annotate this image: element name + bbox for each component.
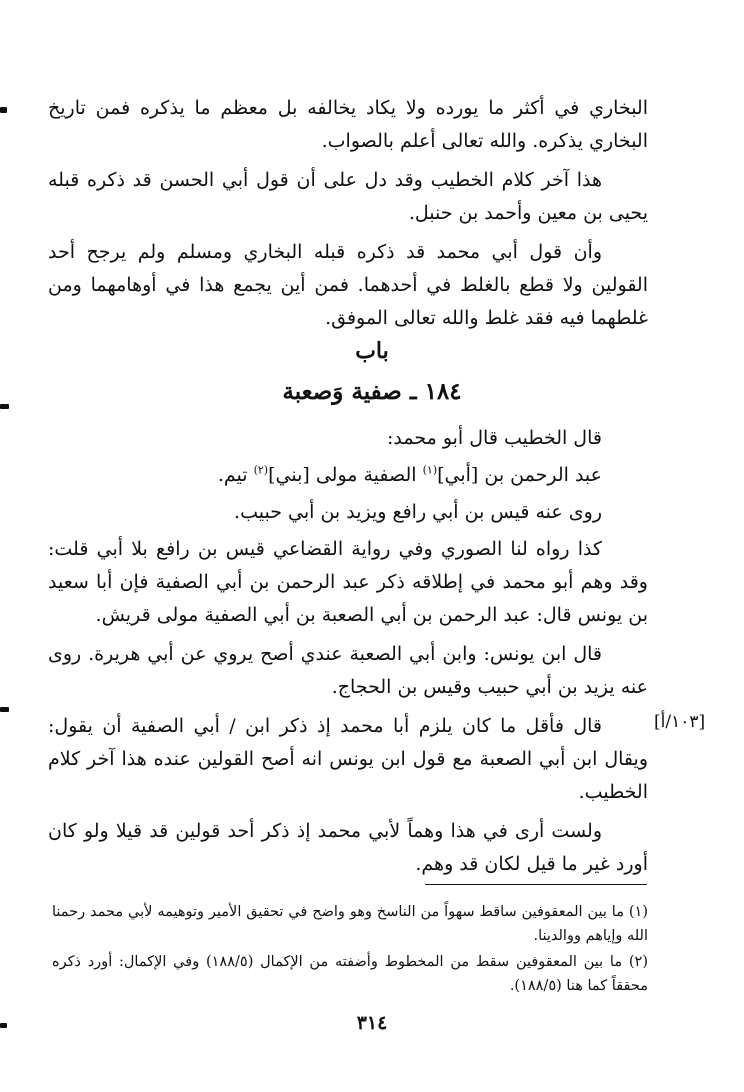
top-paragraphs (48, 92, 648, 335)
footnote-ref-1: (١) (422, 463, 438, 477)
paragraph-qal: قال فأقل ما كان يلزم أبا محمد إذ ذكر ابن / أبي الصفية أن يقول: ويقال ابن أبي الصعبة مع قول ابن يونس انه أصح القولين عنده هذا آخر كلام الخطيب. (48, 715, 648, 803)
paragraph-ibn-yunus: قال ابن يونس: وابن أبي الصعبة عندي أصح يروي عن أبي هريرة. روى عنه يزيد بن أبي حبيب وقيس بن الحجاج. (48, 643, 648, 698)
entry-name-part: تيم. (217, 464, 254, 486)
paragraph-abu-muhammad: وأن قول أبي محمد قد ذكره قبله البخاري ومسلم ولم يرجح أحد القولين ولا قطع بالغلط في أحدهما. فمن أين يجمع هذا في أوهامهما ومن غلطهما فيه فقد غلط والله تعالى الموفق. (48, 241, 648, 329)
entry-name-part: الصفية مولى [بني] (268, 464, 423, 486)
paragraph-kadha: كذا رواه لنا الصوري وفي رواية القضاعي قيس بن رافع بلا أبي قلت: وقد وهم أبو محمد في إطلاقه ذكر عبد الرحمن بن أبي الصفية فإن أبا سعيد بن يونس قال: عبد الرحمن بن أبي الصعبة بن أبي الصفية مولى قريش. (48, 538, 648, 626)
footnote-2: (٢) ما بين المعقوفين سقط من المخطوط وأضفته من الإكمال (١٨٨/٥) وفي الإكمال: أورد ذكره محققاً كما هنا (١٨٨/٥). (52, 954, 649, 994)
scan-edge-mark (0, 107, 7, 113)
footnotes (52, 900, 648, 1000)
paragraph-khatib-end: هذا آخر كلام الخطيب وقد دل على أن قول أبي الحسن قد ذكره قبله يحيى بن معين وأحمد بن حنبل. (48, 169, 648, 224)
scan-edge-mark (0, 707, 9, 712)
main-paragraphs (48, 422, 648, 881)
page-number: ٣١٤ (356, 1012, 388, 1034)
section-title: ١٨٤ ـ صفية وَصعبة (282, 378, 462, 405)
paragraph-entry-name (48, 459, 648, 492)
paragraph-narrators: روى عنه قيس بن أبي رافع ويزيد بن أبي حبيب. (234, 501, 602, 523)
bab-heading: باب (355, 338, 389, 364)
entry-name-part: عبد الرحمن بن [أبي] (437, 464, 602, 486)
footnote-separator (425, 884, 647, 885)
footnote-1: (١) ما بين المعقوفين ساقط سهواً من الناسخ وهو واضح في تحقيق الأمير وتوهيمه لأبي محمد رحمنا الله وإياهم ووالدينا. (52, 904, 648, 944)
paragraph-lastu: ولست أرى في هذا وهماً لأبي محمد إذ ذكر أحد قولين قد قيلا ولو كان أورد غير ما قيل لكان قد وهم. (48, 820, 648, 875)
footnote-ref-2: (٢) (253, 463, 269, 477)
paragraph-bukhari: البخاري في أكثر ما يورده ولا يكاد يخالفه بل معظم ما يذكره فمن تاريخ البخاري يذكره. والله تعالى أعلم بالصواب. (48, 97, 648, 152)
folio-marker: [١٠٣/أ] (654, 712, 706, 732)
paragraph-intro: قال الخطيب قال أبو محمد: (386, 427, 602, 449)
